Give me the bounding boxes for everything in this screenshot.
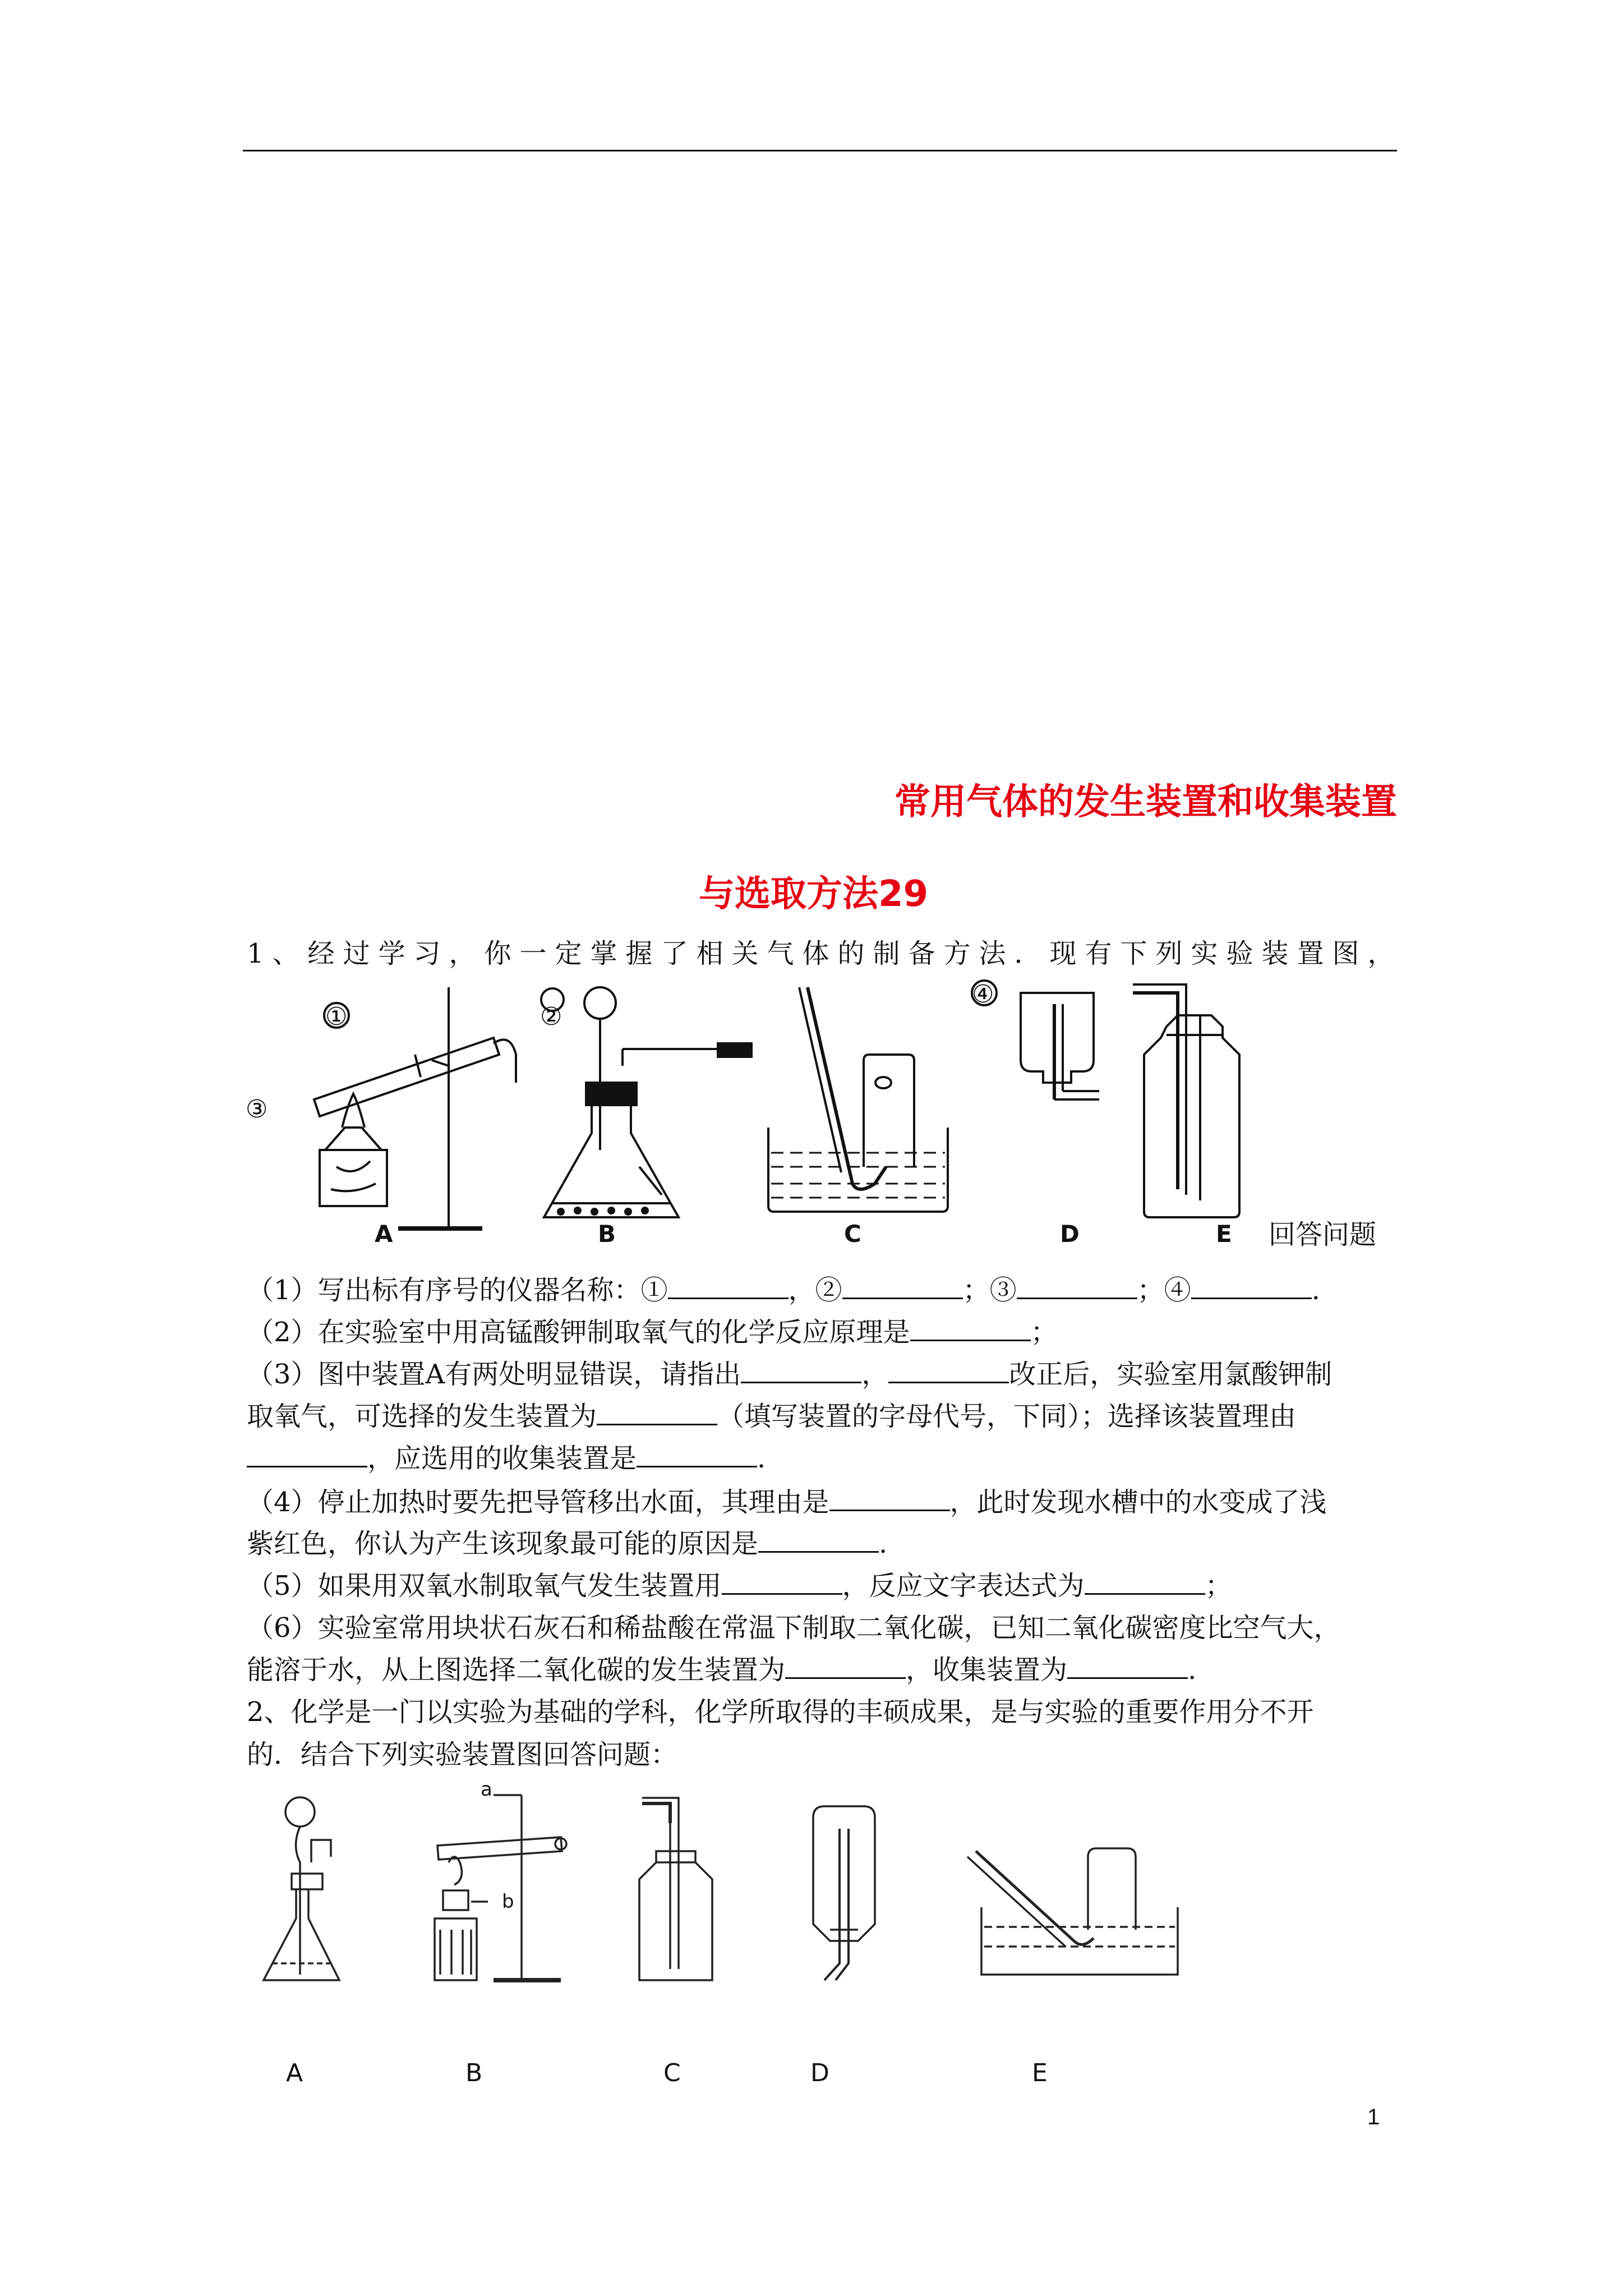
answer-blank[interactable]	[1067, 1653, 1188, 1679]
apparatus-d	[1021, 993, 1099, 1099]
header-rule	[243, 150, 1397, 151]
q1-line-7: 紫红色，你认为产生该现象最可能的原因是 .	[247, 1521, 887, 1566]
fig2-label-b: B	[465, 2059, 483, 2087]
question-1-intro: 1、经过学习，你一定掌握了相关气体的制备方法．现有下列实验装置图，	[247, 938, 1403, 969]
apparatus-2e	[967, 1848, 1178, 1975]
q1-line-3: （3）图中装置A有两处明显错误，请指出 ， 改正后，实验室用氯酸钾制	[247, 1352, 1332, 1397]
apparatus-c	[768, 981, 997, 1212]
fig1-label-b: B	[598, 1220, 616, 1248]
answer-blank[interactable]	[597, 1399, 717, 1425]
answer-blank[interactable]	[741, 1357, 861, 1383]
fig2-label-c: C	[663, 2059, 681, 2087]
q1-line-1: （1）写出标有序号的仪器名称：① ，② ；③ ；④ .	[247, 1268, 1320, 1313]
fig1-label-d: D	[1060, 1220, 1080, 1248]
answer-blank[interactable]	[1085, 1568, 1205, 1595]
q1-line-2: （2）在实验室中用高锰酸钾制取氧气的化学反应原理是 ；	[247, 1310, 1058, 1355]
marker-b: b	[502, 1890, 514, 1913]
answer-blank[interactable]	[910, 1315, 1031, 1341]
question-2-line-1: 2、化学是一门以实验为基础的学科，化学所取得的丰硕成果，是与实验的重要作用分不开	[247, 1696, 1314, 1728]
question-1-figure	[247, 982, 1396, 1240]
page-title-line-1: 常用气体的发生装置和收集装置	[895, 781, 1397, 823]
q1-line-5: ，应选用的收集装置是 .	[247, 1436, 766, 1481]
marker-2: ②	[540, 1002, 562, 1031]
answer-blank[interactable]	[637, 1441, 757, 1467]
question-2-line-2: 的．结合下列实验装置图回答问题：	[247, 1739, 678, 1770]
marker-4: ④	[972, 980, 994, 1009]
answer-prompt: 回答问题	[1269, 1219, 1377, 1250]
fig1-label-e: E	[1216, 1220, 1232, 1248]
marker-a: a	[481, 1778, 492, 1801]
answer-blank[interactable]	[1191, 1273, 1312, 1299]
q1-line-8: （5）如果用双氧水制取氧气发生装置用 ，反应文字表达式为 ；	[247, 1563, 1232, 1608]
fig2-label-d: D	[810, 2059, 829, 2087]
q1-line-10: 能溶于水，从上图选择二氧化碳的发生装置为 ，收集装置为 .	[247, 1648, 1196, 1692]
fig1-label-a: A	[375, 1220, 393, 1248]
answer-blank[interactable]	[829, 1485, 950, 1511]
answer-blank[interactable]	[758, 1526, 879, 1553]
answer-blank[interactable]	[888, 1357, 1009, 1383]
answer-blank[interactable]	[722, 1568, 842, 1595]
fig2-label-e: E	[1032, 2059, 1048, 2087]
apparatus-b	[541, 987, 751, 1217]
apparatus-2c	[639, 1798, 712, 1980]
answer-blank[interactable]	[785, 1653, 906, 1679]
page-title-line-2: 与选取方法29	[699, 873, 929, 915]
fig1-label-c: C	[844, 1220, 861, 1248]
apparatus-2b	[435, 1795, 566, 1980]
answer-blank[interactable]	[842, 1273, 963, 1299]
answer-blank[interactable]	[668, 1273, 789, 1299]
q1-line-9: （6）实验室常用块状石灰石和稀盐酸在常温下制取二氧化碳，已知二氧化碳密度比空气大，	[247, 1612, 1341, 1644]
q1-line-4: 取氧气，可选择的发生装置为 （填写装置的字母代号，下同）；选择该装置理由	[247, 1394, 1296, 1439]
marker-3: ③	[246, 1095, 268, 1124]
fig2-label-a: A	[286, 2059, 303, 2087]
apparatus-e	[1133, 984, 1239, 1217]
page-number: 1	[1367, 2105, 1380, 2129]
answer-blank[interactable]	[1017, 1273, 1137, 1299]
answer-blank[interactable]	[247, 1441, 367, 1467]
apparatus-2d	[813, 1806, 875, 1980]
q1-line-6: （4）停止加热时要先把导管移出水面，其理由是 ，此时发现水槽中的水变成了浅	[247, 1480, 1327, 1525]
question-2-figure	[247, 1795, 1200, 2008]
apparatus-2a	[264, 1797, 339, 1980]
marker-1: ①	[325, 1002, 348, 1031]
